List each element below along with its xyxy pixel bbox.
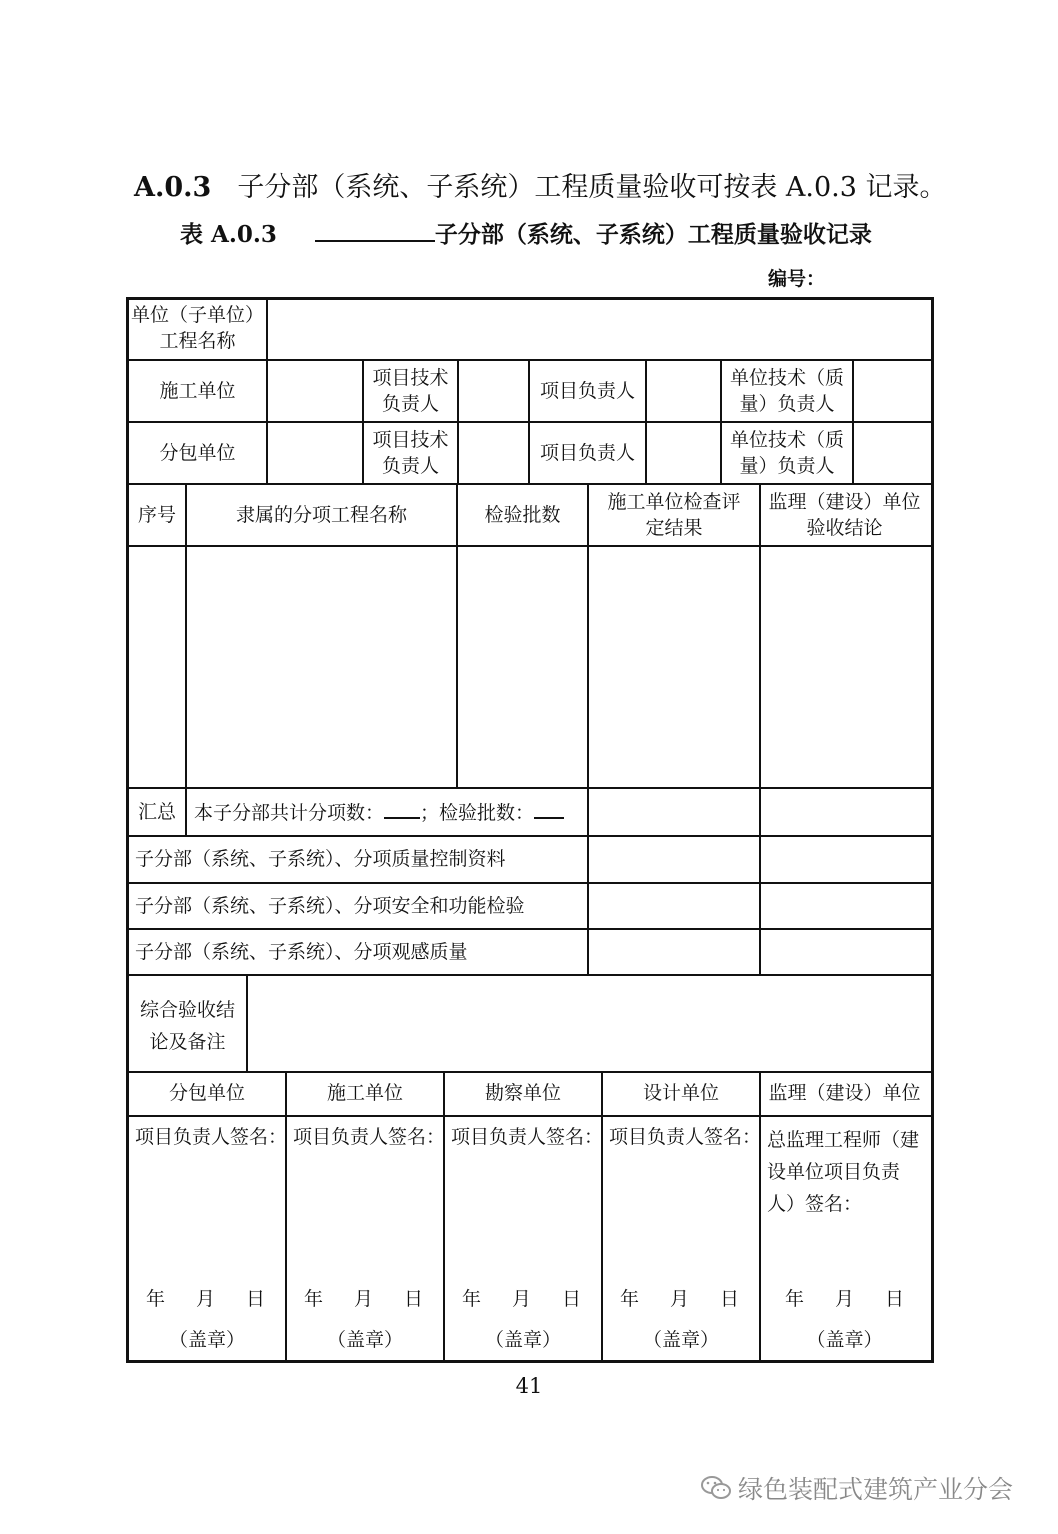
sign-label-supervisor: 总监理工程师（建 设单位项目负责 人）签名：: [767, 1129, 920, 1215]
sign-unit-supervisor: 监理（建设）单位: [768, 1082, 921, 1104]
construction-unit-label: 施工单位: [159, 380, 236, 402]
seal-construction: （盖章）: [326, 1329, 403, 1351]
seal-design: （盖章）: [642, 1329, 719, 1351]
unit-tech-quality-lead-label: 单位技术（质 量）负责人: [729, 429, 844, 477]
sign-unit-subcontract: 分包单位: [168, 1082, 245, 1104]
watermark-text: 绿色装配式建筑产业分会: [738, 1475, 1014, 1504]
sign-label-survey: 项目负责人签名：: [451, 1126, 604, 1148]
seal-supervisor: （盖章）: [806, 1329, 883, 1351]
clause-number: A.0.3: [134, 172, 212, 203]
seal-subcontract: （盖章）: [168, 1329, 245, 1351]
sign-unit-construction: 施工单位: [326, 1082, 403, 1104]
page-number: 41: [515, 1374, 543, 1398]
sign-label-design: 项目负责人签名：: [609, 1126, 762, 1148]
sign-unit-survey: 勘察单位: [484, 1082, 561, 1104]
table-caption: [180, 218, 872, 251]
tech-lead-label: 项目技术 负责人: [372, 367, 449, 415]
summary-label: 汇总: [137, 801, 176, 823]
unit-tech-quality-lead-label: 单位技术（质 量）负责人: [729, 367, 844, 415]
row-quality-control-data: 子分部（系统、子系统）、分项质量控制资料: [135, 848, 506, 870]
item-count-blank: [384, 799, 420, 819]
col-contractor-result: 施工单位检查评 定结果: [607, 491, 741, 539]
wechat-icon: [700, 1474, 732, 1502]
conclusion-label: 综合验收结 论及备注: [139, 999, 235, 1053]
project-lead-label: 项目负责人: [539, 380, 635, 402]
row-safety-function-test: 子分部（系统、子系统）、分项安全和功能检验: [135, 895, 525, 917]
sign-unit-design: 设计单位: [642, 1082, 719, 1104]
col-batch-count: 检验批数: [484, 504, 561, 526]
subcontract-unit-label: 分包单位: [159, 442, 236, 464]
batch-count-blank: [534, 799, 564, 819]
clause-text: 子分部（系统、子系统）工程质量验收可按表 A.0.3 记录。: [237, 172, 947, 203]
serial-number-label: 编号：: [768, 268, 826, 290]
unit-name-label: 单位（子单位） 工程名称: [130, 304, 264, 352]
summary-text: 本子分部共计分项数： ；检验批数：: [194, 799, 564, 826]
sign-label-construction: 项目负责人签名：: [293, 1126, 446, 1148]
table-label: 表 A.0.3: [180, 221, 277, 248]
sign-label-subcontract: 项目负责人签名：: [135, 1126, 288, 1148]
clause-heading: [134, 170, 947, 206]
col-item-name: 隶属的分项工程名称: [235, 504, 407, 526]
caption-blank: [315, 218, 435, 242]
project-lead-label: 项目负责人: [539, 442, 635, 464]
table-title: 子分部（系统、子系统）工程质量验收记录: [434, 221, 872, 248]
col-seq: 序号: [137, 504, 176, 526]
col-supervisor-conclusion: 监理（建设）单位 验收结论: [768, 491, 921, 539]
tech-lead-label: 项目技术 负责人: [372, 429, 449, 477]
seal-survey: （盖章）: [484, 1329, 561, 1351]
row-appearance-quality: 子分部（系统、子系统）、分项观感质量: [135, 941, 468, 963]
